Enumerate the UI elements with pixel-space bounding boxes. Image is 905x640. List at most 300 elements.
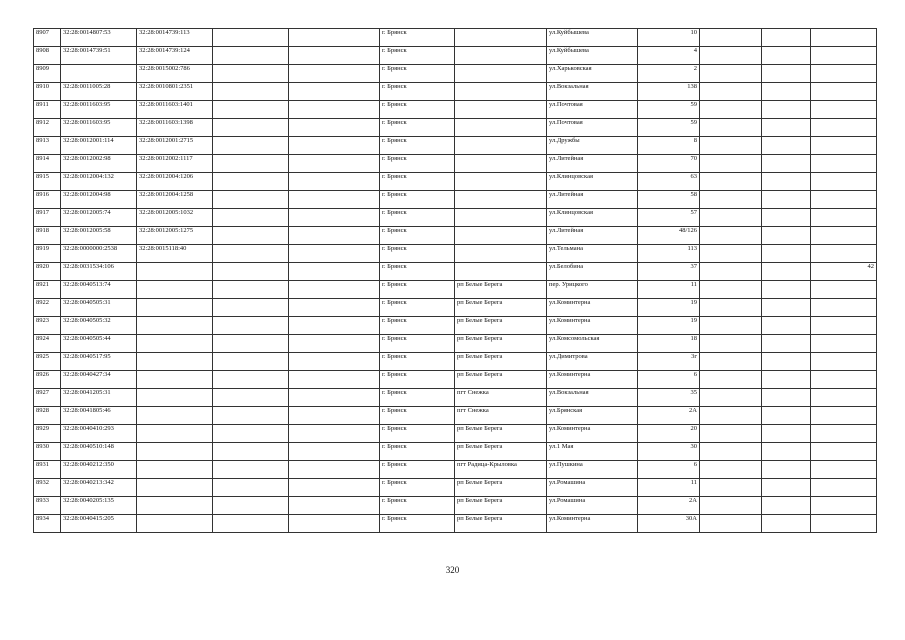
table-row [34, 245, 877, 263]
cell-city: г. Брянск [380, 317, 455, 335]
table-row [34, 335, 877, 353]
cell-empty [700, 425, 762, 443]
cell-empty [289, 497, 380, 515]
cell-street: ул.Литейная [547, 191, 638, 209]
cell-cadastral-number: 32:28:0012002:98 [61, 155, 137, 173]
cell-empty [289, 29, 380, 47]
table-row [34, 83, 877, 101]
cell-street: ул.Харьковская [547, 65, 638, 83]
cell-empty [762, 263, 811, 281]
cell-street: ул.Комсомольская [547, 335, 638, 353]
cell-empty [289, 47, 380, 65]
cell-empty [700, 101, 762, 119]
cell-street: ул.Клинцовская [547, 173, 638, 191]
cell-district: пгт Снежка [455, 389, 547, 407]
cell-house: 70 [638, 155, 700, 173]
cell-cadastral-number-2: 32:28:0010801:2351 [137, 83, 213, 101]
cell-empty [762, 515, 811, 533]
cell-street: ул.Куйбышева [547, 29, 638, 47]
cell-empty [213, 245, 289, 263]
cell-empty [213, 317, 289, 335]
table-row [34, 173, 877, 191]
table-row [34, 461, 877, 479]
cell-empty [762, 371, 811, 389]
cell-house: 11 [638, 479, 700, 497]
cell-street: ул.Почтовая [547, 119, 638, 137]
cell-empty [700, 299, 762, 317]
cell-cadastral-number: 32:28:0040505:31 [61, 299, 137, 317]
cell-city: г. Брянск [380, 173, 455, 191]
cell-empty [700, 137, 762, 155]
cell-district [455, 245, 547, 263]
cell-number: 8914 [34, 155, 61, 173]
cell-district [455, 83, 547, 101]
cell-empty [289, 155, 380, 173]
cell-street: ул.Коминтерна [547, 299, 638, 317]
cell-cadastral-number [61, 65, 137, 83]
cell-cadastral-number-2: 32:28:0012001:2715 [137, 137, 213, 155]
cell-empty [213, 407, 289, 425]
cell-extra [811, 425, 877, 443]
cell-extra [811, 191, 877, 209]
cell-district [455, 29, 547, 47]
cell-cadastral-number-2: 32:28:0014739:124 [137, 47, 213, 65]
cell-house: 4 [638, 47, 700, 65]
cell-empty [700, 281, 762, 299]
table-row [34, 155, 877, 173]
cell-number: 8913 [34, 137, 61, 155]
cell-house: 113 [638, 245, 700, 263]
cell-number: 8911 [34, 101, 61, 119]
cell-extra [811, 497, 877, 515]
cell-extra [811, 227, 877, 245]
cell-extra [811, 371, 877, 389]
cell-cadastral-number-2: 32:28:0012004:1258 [137, 191, 213, 209]
cell-empty [700, 443, 762, 461]
cell-street: ул.Литейная [547, 227, 638, 245]
cell-empty [700, 353, 762, 371]
cell-empty [289, 65, 380, 83]
cell-empty [762, 407, 811, 425]
cell-empty [762, 119, 811, 137]
cell-empty [700, 335, 762, 353]
table-row [34, 137, 877, 155]
cell-cadastral-number: 32:28:0040427:34 [61, 371, 137, 389]
table-row [34, 389, 877, 407]
registry-body [34, 29, 877, 533]
table-row [34, 515, 877, 533]
cell-empty [700, 515, 762, 533]
cell-empty [213, 479, 289, 497]
cell-cadastral-number-2: 32:28:0015002:786 [137, 65, 213, 83]
cell-empty [213, 335, 289, 353]
cell-house: 10 [638, 29, 700, 47]
cell-cadastral-number: 32:28:0040517:95 [61, 353, 137, 371]
cell-empty [289, 515, 380, 533]
cell-empty [213, 29, 289, 47]
cell-cadastral-number-2: 32:28:0011603:1401 [137, 101, 213, 119]
cell-district: рп Белые Берега [455, 443, 547, 461]
cell-empty [289, 353, 380, 371]
table-row [34, 65, 877, 83]
cell-number: 8917 [34, 209, 61, 227]
cell-empty [700, 371, 762, 389]
cell-city: г. Брянск [380, 371, 455, 389]
cell-empty [213, 497, 289, 515]
table-row [34, 425, 877, 443]
cell-empty [700, 461, 762, 479]
cell-extra: 42 [811, 263, 877, 281]
cell-district: рп Белые Берега [455, 281, 547, 299]
cell-empty [213, 389, 289, 407]
cell-number: 8924 [34, 335, 61, 353]
cell-number: 8915 [34, 173, 61, 191]
cell-number: 8934 [34, 515, 61, 533]
cell-extra [811, 515, 877, 533]
cell-empty [700, 497, 762, 515]
cell-house: 19 [638, 299, 700, 317]
cell-empty [289, 119, 380, 137]
cell-extra [811, 299, 877, 317]
cell-street: ул.Ромашина [547, 497, 638, 515]
cell-district [455, 47, 547, 65]
cell-street: ул.Почтовая [547, 101, 638, 119]
cell-empty [762, 389, 811, 407]
cell-extra [811, 479, 877, 497]
cell-cadastral-number-2: 32:28:0014739:113 [137, 29, 213, 47]
cell-number: 8932 [34, 479, 61, 497]
cell-number: 8909 [34, 65, 61, 83]
cell-district: рп Белые Берега [455, 425, 547, 443]
cell-cadastral-number: 32:28:0041205:31 [61, 389, 137, 407]
table-row [34, 227, 877, 245]
cell-empty [700, 47, 762, 65]
cell-street: ул.Тельмана [547, 245, 638, 263]
cell-city: г. Брянск [380, 227, 455, 245]
cell-empty [762, 227, 811, 245]
cell-empty [289, 461, 380, 479]
cell-city: г. Брянск [380, 479, 455, 497]
cell-empty [762, 191, 811, 209]
cell-empty [700, 389, 762, 407]
cell-district: рп Белые Берега [455, 317, 547, 335]
cell-city: г. Брянск [380, 29, 455, 47]
cell-extra [811, 173, 877, 191]
cell-cadastral-number-2 [137, 479, 213, 497]
table-row [34, 353, 877, 371]
cell-number: 8910 [34, 83, 61, 101]
cell-cadastral-number: 32:28:0040410:293 [61, 425, 137, 443]
cell-cadastral-number-2 [137, 299, 213, 317]
cell-cadastral-number-2: 32:28:0012005:1275 [137, 227, 213, 245]
cell-district [455, 173, 547, 191]
cell-extra [811, 65, 877, 83]
cell-district: рп Белые Берега [455, 515, 547, 533]
cell-house: 30А [638, 515, 700, 533]
cell-cadastral-number-2 [137, 371, 213, 389]
table-row [34, 281, 877, 299]
cell-extra [811, 281, 877, 299]
cell-cadastral-number: 32:28:0040205:135 [61, 497, 137, 515]
cell-number: 8919 [34, 245, 61, 263]
cell-extra [811, 443, 877, 461]
cell-empty [762, 47, 811, 65]
table-row [34, 29, 877, 47]
cell-empty [289, 443, 380, 461]
cell-number: 8922 [34, 299, 61, 317]
cell-cadastral-number: 32:28:0040212:350 [61, 461, 137, 479]
cell-number: 8931 [34, 461, 61, 479]
cell-number: 8916 [34, 191, 61, 209]
cell-extra [811, 407, 877, 425]
cell-empty [213, 299, 289, 317]
cell-extra [811, 461, 877, 479]
cell-empty [289, 137, 380, 155]
cell-district [455, 191, 547, 209]
cell-cadastral-number: 32:28:0014739:51 [61, 47, 137, 65]
cell-cadastral-number-2 [137, 425, 213, 443]
cell-empty [289, 407, 380, 425]
cell-number: 8930 [34, 443, 61, 461]
cell-city: г. Брянск [380, 209, 455, 227]
cell-street: ул.Коминтерна [547, 317, 638, 335]
cell-street: ул.Куйбышева [547, 47, 638, 65]
cell-district [455, 209, 547, 227]
cell-empty [213, 155, 289, 173]
cell-house: 63 [638, 173, 700, 191]
cell-city: г. Брянск [380, 281, 455, 299]
cell-cadastral-number-2 [137, 461, 213, 479]
cell-empty [289, 263, 380, 281]
cell-cadastral-number: 32:28:0011603:95 [61, 119, 137, 137]
cell-extra [811, 209, 877, 227]
cell-house: 6 [638, 461, 700, 479]
cell-street: ул.Ромашина [547, 479, 638, 497]
cell-cadastral-number-2: 32:28:0012005:1032 [137, 209, 213, 227]
cell-house: 37 [638, 263, 700, 281]
cell-cadastral-number-2 [137, 515, 213, 533]
cell-house: 11 [638, 281, 700, 299]
cell-house: 19 [638, 317, 700, 335]
cell-empty [762, 83, 811, 101]
cell-extra [811, 29, 877, 47]
cell-district: пгт Снежка [455, 407, 547, 425]
cell-district: рп Белые Берега [455, 497, 547, 515]
cell-empty [213, 65, 289, 83]
cell-cadastral-number: 32:28:0012005:58 [61, 227, 137, 245]
cell-house: 57 [638, 209, 700, 227]
cell-district: рп Белые Берега [455, 299, 547, 317]
table-row [34, 191, 877, 209]
cell-cadastral-number-2 [137, 389, 213, 407]
cell-city: г. Брянск [380, 155, 455, 173]
page-number: 320 [445, 565, 460, 575]
cell-empty [762, 65, 811, 83]
cell-district: рп Белые Берега [455, 479, 547, 497]
cell-house: 59 [638, 119, 700, 137]
cell-empty [700, 65, 762, 83]
cell-cadastral-number: 32:28:0040513:74 [61, 281, 137, 299]
table-row [34, 407, 877, 425]
cell-cadastral-number-2 [137, 281, 213, 299]
cell-street: ул.Дружбы [547, 137, 638, 155]
cell-district [455, 227, 547, 245]
cell-cadastral-number: 32:28:0040213:342 [61, 479, 137, 497]
table-row [34, 299, 877, 317]
cell-cadastral-number: 32:28:0012005:74 [61, 209, 137, 227]
cell-empty [289, 479, 380, 497]
cell-empty [213, 515, 289, 533]
cell-street: ул.Вокзальная [547, 389, 638, 407]
cell-empty [213, 191, 289, 209]
cell-street: ул.Пушкина [547, 461, 638, 479]
cell-house: 48/126 [638, 227, 700, 245]
table-row [34, 371, 877, 389]
cell-city: г. Брянск [380, 443, 455, 461]
cell-house: 30 [638, 443, 700, 461]
cell-cadastral-number-2 [137, 317, 213, 335]
cell-number: 8925 [34, 353, 61, 371]
cell-house: 3г [638, 353, 700, 371]
cell-empty [289, 209, 380, 227]
cell-house: 8 [638, 137, 700, 155]
cell-number: 8920 [34, 263, 61, 281]
cell-empty [762, 137, 811, 155]
cell-empty [289, 173, 380, 191]
cell-district: рп Белые Берега [455, 371, 547, 389]
cell-empty [700, 209, 762, 227]
cell-empty [762, 101, 811, 119]
cell-empty [762, 209, 811, 227]
cell-empty [700, 479, 762, 497]
cell-street: ул.Литейная [547, 155, 638, 173]
cell-number: 8933 [34, 497, 61, 515]
cell-empty [289, 371, 380, 389]
cell-extra [811, 245, 877, 263]
cell-street: ул.Коминтерна [547, 371, 638, 389]
cell-number: 8908 [34, 47, 61, 65]
cell-extra [811, 47, 877, 65]
cell-city: г. Брянск [380, 245, 455, 263]
cell-empty [213, 371, 289, 389]
cell-house: 35 [638, 389, 700, 407]
cell-cadastral-number-2: 32:28:0015118:40 [137, 245, 213, 263]
cell-house: 2 [638, 65, 700, 83]
cell-street: пер. Урицкого [547, 281, 638, 299]
cell-cadastral-number: 32:28:0040510:148 [61, 443, 137, 461]
table-row [34, 479, 877, 497]
cell-street: ул.Белобина [547, 263, 638, 281]
cell-empty [700, 83, 762, 101]
cell-house: 58 [638, 191, 700, 209]
cell-cadastral-number: 32:28:0040505:32 [61, 317, 137, 335]
cell-city: г. Брянск [380, 425, 455, 443]
cell-house: 6 [638, 371, 700, 389]
cell-empty [762, 173, 811, 191]
cell-number: 8928 [34, 407, 61, 425]
cell-empty [762, 497, 811, 515]
cell-cadastral-number-2: 32:28:0012004:1206 [137, 173, 213, 191]
cell-district [455, 137, 547, 155]
cell-empty [289, 83, 380, 101]
cell-city: г. Брянск [380, 47, 455, 65]
cell-extra [811, 137, 877, 155]
cell-cadastral-number: 32:28:0012001:114 [61, 137, 137, 155]
cell-extra [811, 83, 877, 101]
cell-street: ул.Брянская [547, 407, 638, 425]
cell-city: г. Брянск [380, 353, 455, 371]
cell-empty [289, 101, 380, 119]
cell-house: 2А [638, 407, 700, 425]
cell-empty [700, 155, 762, 173]
cell-district [455, 101, 547, 119]
cell-city: г. Брянск [380, 299, 455, 317]
cell-number: 8918 [34, 227, 61, 245]
cell-cadastral-number-2: 32:28:0012002:1117 [137, 155, 213, 173]
table-row [34, 443, 877, 461]
cell-city: г. Брянск [380, 65, 455, 83]
cell-empty [289, 245, 380, 263]
cell-street: ул.Вокзальная [547, 83, 638, 101]
cell-city: г. Брянск [380, 137, 455, 155]
cell-empty [213, 83, 289, 101]
cell-empty [289, 227, 380, 245]
cell-house: 2А [638, 497, 700, 515]
cell-cadastral-number: 32:28:0012004:98 [61, 191, 137, 209]
cell-empty [700, 119, 762, 137]
cell-empty [762, 299, 811, 317]
cell-street: ул.1 Мая [547, 443, 638, 461]
cell-empty [213, 209, 289, 227]
cell-number: 8929 [34, 425, 61, 443]
cell-extra [811, 101, 877, 119]
cell-cadastral-number: 32:28:0040415:205 [61, 515, 137, 533]
cell-empty [289, 191, 380, 209]
cell-district: рп Белые Берега [455, 335, 547, 353]
cell-empty [213, 173, 289, 191]
cell-cadastral-number: 32:28:0012004:132 [61, 173, 137, 191]
cell-extra [811, 335, 877, 353]
cell-street: ул.Коминтерна [547, 515, 638, 533]
cell-empty [213, 443, 289, 461]
cell-house: 20 [638, 425, 700, 443]
cell-empty [762, 353, 811, 371]
cell-empty [762, 479, 811, 497]
cell-empty [700, 227, 762, 245]
cell-empty [700, 407, 762, 425]
cell-cadastral-number: 32:28:0000000:2538 [61, 245, 137, 263]
cell-empty [289, 389, 380, 407]
cell-empty [213, 137, 289, 155]
cell-empty [289, 299, 380, 317]
cell-extra [811, 389, 877, 407]
cell-city: г. Брянск [380, 191, 455, 209]
cell-empty [213, 281, 289, 299]
cell-district: пгт Радица-Крыловка [455, 461, 547, 479]
cell-empty [762, 317, 811, 335]
table-row [34, 119, 877, 137]
cell-number: 8921 [34, 281, 61, 299]
table-row [34, 209, 877, 227]
cell-cadastral-number: 32:28:0040505:44 [61, 335, 137, 353]
cell-cadastral-number-2 [137, 335, 213, 353]
cell-house: 18 [638, 335, 700, 353]
cell-cadastral-number-2 [137, 443, 213, 461]
cell-cadastral-number: 32:28:0031534:106 [61, 263, 137, 281]
cell-empty [762, 245, 811, 263]
cell-empty [289, 335, 380, 353]
cell-cadastral-number: 32:28:0011603:95 [61, 101, 137, 119]
